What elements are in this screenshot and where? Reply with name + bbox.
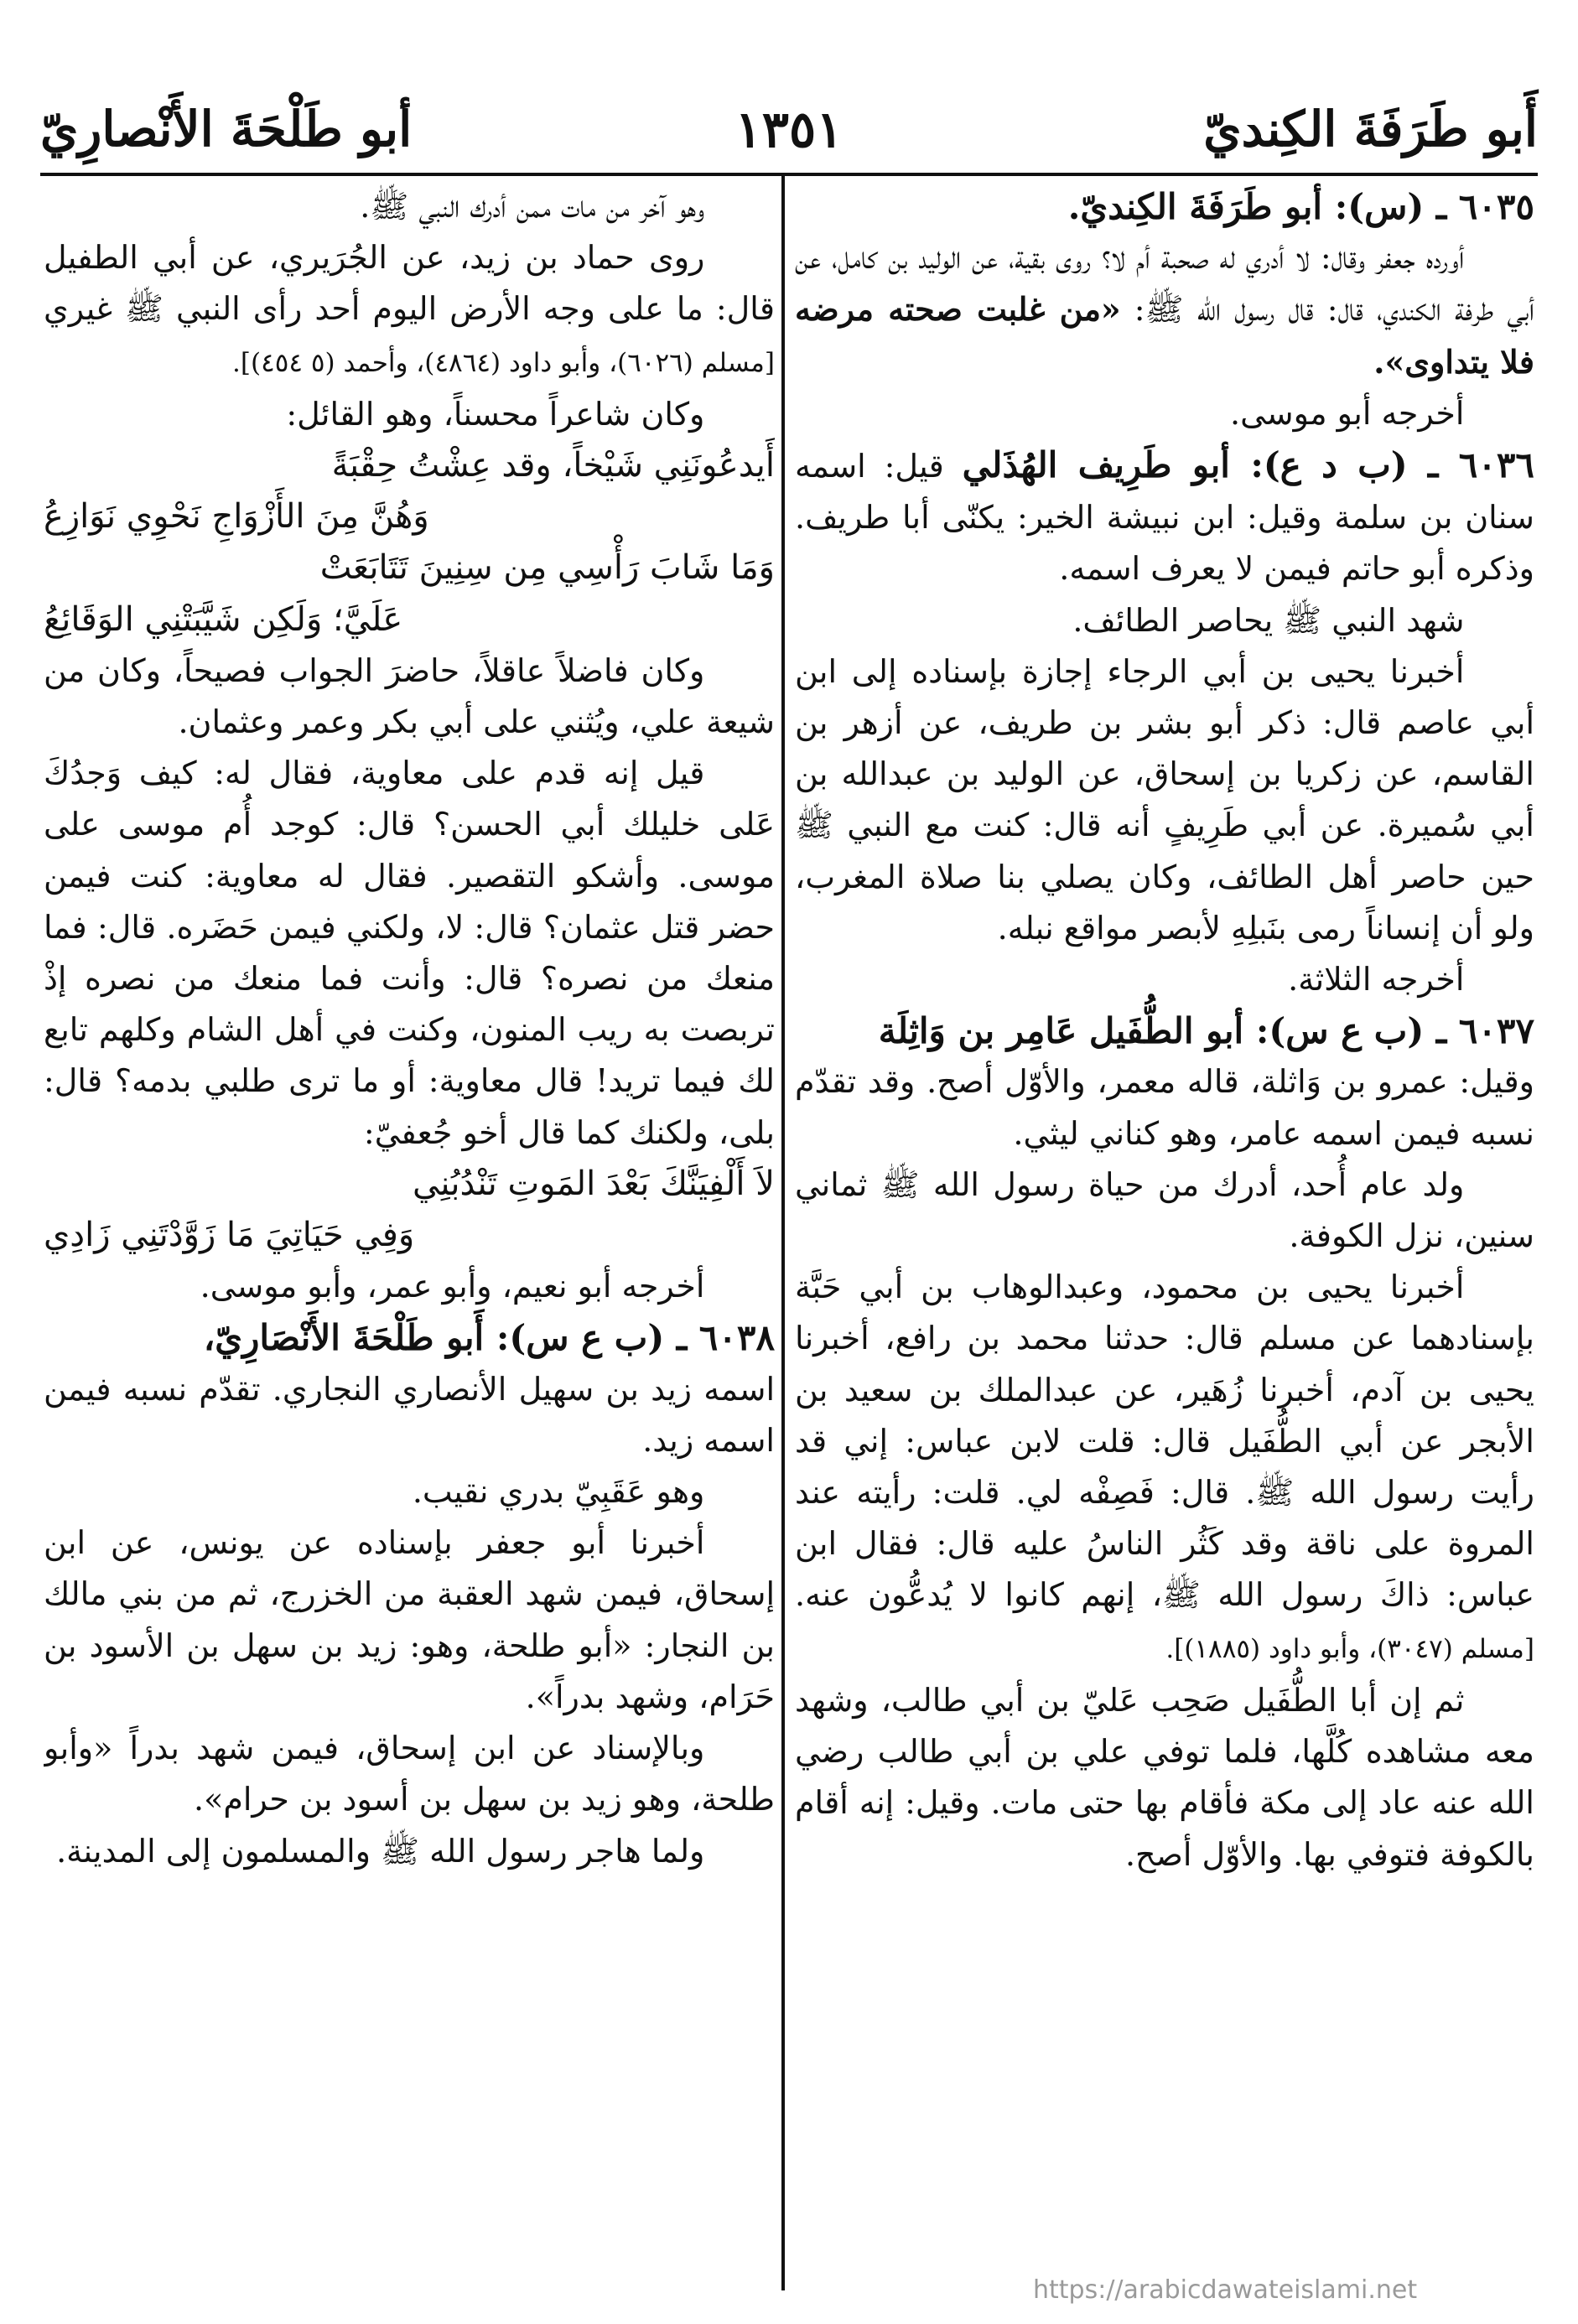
paragraph: أخرجه الثلاثة. (1288, 961, 1465, 999)
paragraph: وهو آخر من مات ممن أدرك النبي ﷺ. (360, 188, 705, 225)
paragraph: أخرجه أبو موسى. (1230, 394, 1465, 432)
page-header (40, 101, 1538, 168)
text: أخبرنا يحيى بن محمود، وعبدالوهاب بن أبي حَبَّة بإسنادهما عن مسلم قال: حدثنا محمد بن رافع، أخبرنا يحيى بن آدم، أخبرنا زُهَير، عن عبدالملك بن سعيد بن الأبجر عن أبي الطُّفَيل قال: قلت لابن عباس: إني قد رأيت رسول الله ﷺ. قال: فَصِفْه لي. قلت: رأيته عند المروة على ناقة وقد كَثُر الناسُ عليه قال: فقال ابن عباس: ذاكَ رسول الله ﷺ، إنهم كانوا لا يُدعُّون عنه. (795, 1268, 1534, 1614)
hadith-text: «من غلبت صحته مرضه فلا يتداوى». (795, 290, 1534, 381)
paragraph: شهد النبي ﷺ يحاصر الطائف. (1072, 601, 1465, 639)
reference: [مسلم (٣٠٤٧)، وأبو داود (١٨٨٥)]. (1165, 1633, 1534, 1664)
paragraph: ولما هاجر رسول الله ﷺ والمسلمون إلى المدينة. (56, 1832, 705, 1870)
text: قيل: اسمه سنان بن سلمة وقيل: ابن نبيشة الخير: يكنّى أبا طريف. وذكره أبو حاتم فيمن لا يعرف اسمه. (795, 448, 1534, 588)
entry-heading-6036: ٦٠٣٦ ـ (ب د ع): أبو طَرِيف الهُذَلي (962, 444, 1534, 486)
left-column (44, 181, 775, 2274)
poem-line: لاَ أَلْفِيَنَّكَ بَعْدَ المَوتِ تَنْدُبُنِي (413, 1164, 775, 1203)
paragraph: ثم إن أبا الطُّفَيل صَحِب عَليّ بن أبي طالب، وشهد معه مشاهده كُلَّها، فلما توفي علي بن أبي طالب رضي الله عنه عاد إلى مكة فأقام بها حتى مات. وقيل: إنه أقام بالكوفة فتوفي بها. والأوّل أصح. (795, 1681, 1534, 1873)
paragraph: قيل إنه قدم على معاوية، فقال له: كيف وَجدُكَ عَلى خليلك أبي الحسن؟ قال: كوجد أُم موسى على موسى. وأشكو التقصير. فقال له معاوية: كنت فيمن حضر قتل عثمان؟ قال: لا، ولكني فيمن حَضَره. قال: فما منعك من نصره؟ قال: وأنت فما منعك من نصره إذْ تربصت به ريب المنون، وكنت في أهل الشام وكلهم تابع لك فيما تريد! قال معاوية: أو ما ترى طلبي بدمه؟ قال: بلى، ولكنك كما قال أخو جُعفيّ: (44, 755, 775, 1151)
paragraph: وكان فاضلاً عاقلاً، حاضرَ الجواب فصيحاً، وكان من شيعة علي، ويُثني على أبي بكر وعمر وعثمان. (44, 651, 775, 741)
poem-line: وَفِي حَيَاتِيَ مَا زَوَّدْتَنِي زَادِي (44, 1216, 415, 1255)
entry-heading-6035: ٦٠٣٥ ـ (س): أبو طَرَفَةَ الكِنديّ. (1067, 186, 1534, 227)
entry-6036 (795, 439, 1534, 595)
paragraph: وكان شاعراً محسناً، وهو القائل: (286, 395, 705, 433)
paragraph: اسمه زيد بن سهيل الأنصاري النجاري. تقدّم نسبه فيمن اسمه زيد. (44, 1370, 775, 1459)
reference: [مسلم (٦٠٢٦)، وأبو داود (٤٨٦٤)، وأحمد (٥ ٤٥٤)]. (232, 347, 775, 378)
paragraph: وبالإسناد عن ابن إسحاق، فيمن شهد بدراً «وأبو طلحة، وهو زيد بن سهل بن أسود بن حرام». (44, 1730, 775, 1818)
entry-heading-6037: ٦٠٣٧ ـ (ب ع س): أبو الطُّفَيل عَامِر بن وَاثِلَة (878, 1010, 1534, 1052)
text: أورده جعفر وقال: لا أدري له صحبة أم لا؟ روى بقية، عن الوليد بن كامل، عن أبي طرفة الكندي، قال: قال رسول الله ﷺ: (795, 239, 1534, 329)
paragraph: أخبرنا يحيى بن أبي الرجاء إجازة بإسناده إلى ابن أبي عاصم قال: ذكر أبو بشر بن طريف، عن أزهر بن القاسم، عن زكريا بن إسحاق، عن الوليد بن عبدالله بن أبي سُميرة. عن أبي طَرِيفٍ أنه قال: كنت مع النبي ﷺ حين حاصر أهل الطائف، وكان يصلي بنا صلاة المغرب، ولو أن إنساناً رمى بنَبلِهِ لأبصر مواقع نبله. (795, 652, 1534, 947)
page-number: ١٣٥١ (734, 101, 844, 159)
poem-line: عَلَيَّ؛ وَلَكِن شَيَّبَتْنِي الوَقَائِعُ (44, 599, 403, 639)
paragraph: ولد عام أُحد، أدرك من حياة رسول الله ﷺ ثماني سنين، نزل الكوفة. (795, 1165, 1534, 1255)
poem-line: أَيدعُونَنِي شَيْخاً، وقد عِشْتُ حِقْبَةً (331, 446, 775, 485)
paragraph (44, 232, 775, 389)
paragraph: أخرجه أبو نعيم، وأبو عمر، وأبو موسى. (200, 1268, 705, 1305)
column-divider (781, 173, 785, 2290)
poem-line: وَهُنَّ مِنَ الأَزْوَاجِ نَحْوِي نَوَازِعُ (44, 497, 429, 537)
running-title-left: أبو طَلْحَةَ الأَنْصارِيّ (40, 101, 413, 158)
paragraph (795, 232, 1534, 388)
source-watermark: https://arabicdawateislami.net (1033, 2275, 1418, 2305)
text: روى حماد بن زيد، عن الجُرَيري، عن أبي الطفيل قال: ما على وجه الأرض اليوم أحد رأى النبي ﷺ غيري (44, 239, 775, 328)
paragraph: أخبرنا أبو جعفر بإسناده عن يونس، عن ابن إسحاق، فيمن شهد العقبة من الخزرج، ثم من بني مالك بن النجار: «أبو طلحة، وهو: زيد بن سهل بن الأسود بن حَرَام، وشهد بدراً». (44, 1524, 775, 1715)
header-rule (40, 173, 1538, 176)
poem-line: وَمَا شَابَ رَأْسِي مِن سِنِينَ تَتَابَعَتْ (319, 548, 775, 588)
paragraph (795, 1262, 1534, 1675)
running-title-right: أَبو طَرَفَةَ الكِنديّ (1203, 101, 1538, 158)
entry-heading-6038: ٦٠٣٨ ـ (ب ع س): أَبو طَلْحَةَ الأَنْصَارِيّ، (203, 1317, 775, 1359)
paragraph: وقيل: عمرو بن وَاثلة، قاله معمر، والأوّل أصح. وقد تقدّم نسبه فيمن اسمه عامر، وهو كناني ليثي. (795, 1063, 1534, 1152)
right-column (795, 181, 1534, 2274)
paragraph: وهو عَقَبِيّ بدري نقيب. (412, 1473, 705, 1511)
